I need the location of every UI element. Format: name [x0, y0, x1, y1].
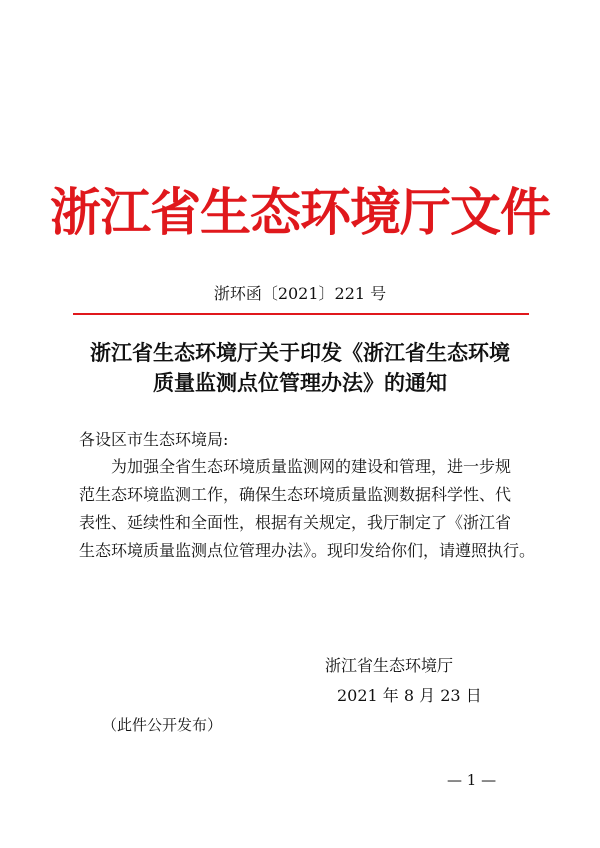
page-number: — 1 — — [447, 771, 497, 789]
body-line: 表性、延续性和全面性，根据有关规定，我厅制定了《浙江省 — [79, 513, 512, 532]
document-title — [0, 338, 600, 398]
body-line: 为加强全省生态环境质量监测网的建设和管理，进一步规 — [111, 457, 512, 476]
body-line: 生态环境质量监测点位管理办法》。现印发给你们，请遵照执行。 — [79, 541, 536, 560]
addressee: 各设区市生态环境局: — [79, 430, 229, 449]
publication-note: （此件公开发布） — [102, 716, 223, 734]
signing-authority: 浙江省生态环境厅 — [325, 656, 454, 675]
document-number: 浙环函〔2021〕221 号 — [213, 284, 387, 303]
document-title-line-1: 浙江省生态环境厅关于印发《浙江省生态环境 — [90, 340, 510, 365]
document-title-line-2: 质量监测点位管理办法》的通知 — [153, 370, 447, 395]
red-divider-line — [73, 313, 529, 315]
body-line: 范生态环境监测工作，确保生态环境质量监测数据科学性、代 — [79, 485, 512, 504]
masthead-title: 浙江省生态环境厅文件 — [49, 183, 550, 243]
signing-date: 2021 年 8 月 23 日 — [337, 686, 482, 705]
body-paragraph — [79, 453, 536, 565]
